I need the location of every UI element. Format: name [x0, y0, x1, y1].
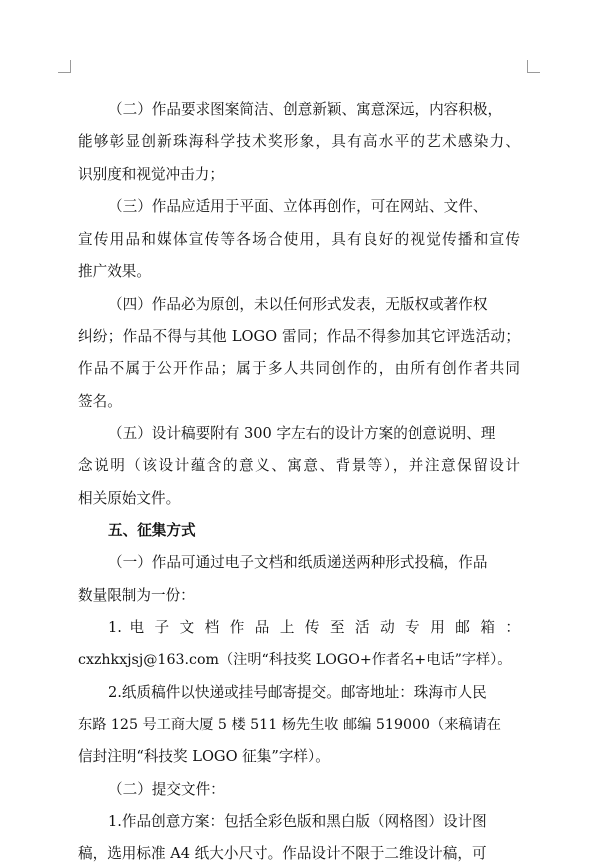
paragraph-line: 信封注明“科技奖 LOGO 征集”字样）。 [78, 748, 330, 765]
paragraph-line: （三）作品应适用于平面、立体再创作，可在网站、文件、 [108, 198, 488, 215]
email-line: cxzhkxjsj@163.com（注明“科技奖 LOGO+作者名+电话”字样）。 [78, 652, 512, 668]
paragraph-line: 能够彰显创新珠海科学技术奖形象，具有高水平的艺术感染力、 [78, 133, 520, 150]
section-heading: 五、征集方式 [108, 522, 196, 539]
paragraph-line: 识别度和视觉冲击力； [78, 166, 224, 183]
paragraph-line: 相关原始文件。 [78, 490, 181, 507]
paragraph-line: 2.纸质稿件以快递或挂号邮寄提交。邮寄地址：珠海市人民 [108, 684, 487, 701]
top-left-crop-mark [58, 60, 71, 73]
paragraph-line: 稿，选用标准 A4 纸大小尺寸。作品设计不限于二维设计稿，可 [78, 845, 487, 862]
paragraph-line: 1.作品创意方案：包括全彩色版和黑白版（网格图）设计图 [108, 813, 487, 830]
paragraph-line: 纠纷；作品不得与其他 LOGO 雷同；作品不得参加其它评选活动； [78, 328, 520, 345]
paragraph-line: （二）作品要求图案简洁、创意新颖、寓意深远，内容积极， [108, 101, 503, 118]
paragraph-line: 签名。 [78, 393, 122, 410]
top-right-crop-mark [527, 60, 540, 73]
paragraph-line: 宣传用品和媒体宣传等各场合使用，具有良好的视觉传播和宣传 [78, 231, 520, 248]
paragraph-line: （四）作品必为原创，未以任何形式发表，无版权或著作权 [108, 296, 488, 313]
paragraph-line: （一）作品可通过电子文档和纸质递送两种形式投稿，作品 [108, 554, 488, 571]
paragraph-line: （五）设计稿要附有 300 字左右的设计方案的创意说明、理 [108, 425, 496, 442]
paragraph-line: 推广效果。 [78, 263, 151, 280]
paragraph-line: （二）提交文件： [108, 781, 225, 798]
paragraph-line: 数量限制为一份： [78, 587, 195, 604]
paragraph-line: 1. 电 子 文 档 作 品 上 传 至 活 动 专 用 邮 箱 ： [108, 619, 520, 636]
paragraph-line: 作品不属于公开作品；属于多人共同创作的，由所有创作者共同 [78, 360, 520, 377]
paragraph-line: 念说明（该设计蕴含的意义、寓意、背景等），并注意保留设计 [78, 457, 520, 474]
paragraph-line: 东路 125 号工商大厦 5 楼 511 杨先生收 邮编 519000（来稿请在 [78, 717, 501, 733]
